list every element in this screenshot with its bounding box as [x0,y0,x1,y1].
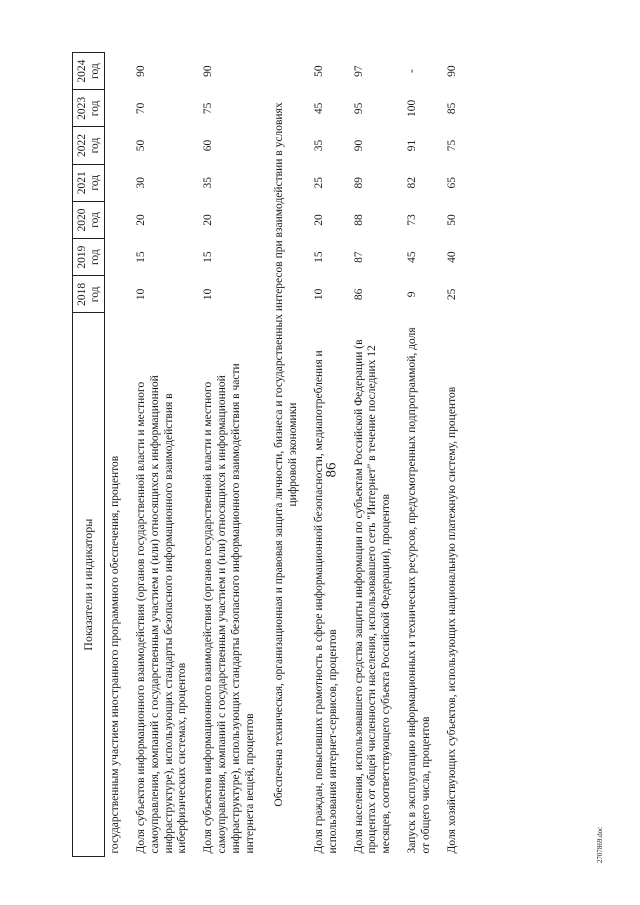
row-value [105,53,131,90]
row-indicator: Запуск в эксплуатацию информационных и технических ресурсов, предусмотренных подпрограммой, доля от общего числа, процентов [406,327,432,854]
row-indicator: Доля субъектов информационного взаимодействия (органов государственной власти и местного самоуправления, компаний с государственным участием и (или) относящихся к информационной инфраструктуре), использующих стандарты безопасного информационного взаимодействия в киберфизических системах, процентов [135,375,189,854]
row-value [105,239,131,276]
row-value: 50 [445,214,458,226]
header-year-2021: 2021 год [73,164,105,201]
section-row [265,53,309,857]
table-row [198,53,265,857]
row-value: 50 [313,65,326,77]
header-year-2024: 2024 год [73,53,105,90]
section-title: Обеспечена техническая, организационная и правовая защита личности, бизнеса и государственных интересов при взаимодействии в условиях цифровой экономики [273,102,300,807]
row-value: 95 [352,102,365,115]
row-value: 35 [202,177,215,189]
row-value [105,127,131,164]
header-year-2022: 2022 год [73,127,105,164]
row-value: 20 [135,214,148,226]
table-row [402,53,442,857]
table-row [442,53,468,857]
row-value: 90 [352,139,365,152]
row-value: 82 [406,177,419,189]
table-header-row [73,53,105,857]
table-row [105,53,131,857]
row-value: 60 [202,139,215,152]
row-value: 65 [445,177,458,189]
row-value: 73 [406,214,419,226]
row-value: 20 [202,214,215,226]
header-year-2023: 2023 год [73,90,105,127]
row-value: 10 [313,288,326,301]
row-value: - [406,69,419,74]
row-value: 50 [135,139,148,152]
table-row [309,53,349,857]
row-value: 9 [406,291,419,298]
row-value: 90 [202,65,215,77]
table-row [349,53,402,857]
row-value: 89 [352,177,365,189]
row-value [105,276,131,313]
row-value: 75 [445,139,458,152]
row-value: 85 [445,102,458,115]
row-value: 91 [406,139,419,152]
header-indicators: Показатели и индикаторы [73,313,105,857]
row-value: 45 [406,251,419,263]
row-value [105,201,131,238]
row-value: 90 [445,65,458,77]
row-indicator: Доля населения, использовавшего средства защиты информации по субъектам Российской Федерации (в процентах от общей численности населения, использовавшего сеть "Интернет" в течение последних 12 месяцев, соответствующего субъекта Российской Федерации), процентов [352,339,393,854]
row-value [105,164,131,201]
row-value: 100 [406,99,419,117]
row-value: 90 [135,65,148,77]
row-value: 70 [135,102,148,115]
row-value: 15 [135,251,148,263]
row-value: 87 [352,251,365,263]
row-value: 88 [352,214,365,226]
page-number: 86 [323,462,340,478]
header-year-2020: 2020 год [73,201,105,238]
row-value: 40 [445,251,458,263]
row-value: 97 [352,65,365,77]
row-value: 20 [313,214,326,226]
table-wrapper [72,52,632,857]
header-year-2019: 2019 год [73,239,105,276]
row-value: 25 [445,288,458,301]
indicators-table [72,52,467,857]
row-value: 25 [313,177,326,189]
row-value: 10 [135,288,148,301]
row-value: 15 [313,251,326,263]
header-year-2018: 2018 год [73,276,105,313]
row-value: 75 [202,102,215,115]
row-indicator: Доля граждан, повысивших грамотность в сфере информационной безопасности, медиапотребления и использования интернет-сервисов, процентов [313,350,339,854]
row-value: 30 [135,177,148,189]
row-indicator: государственным участием иностранного программного обеспечения, процентов [109,455,122,854]
row-indicator: Доля хозяйствующих субъектов, использующих национальную платежную систему, процентов [445,386,458,854]
row-value [105,90,131,127]
table-row [131,53,198,857]
row-value: 35 [313,139,326,152]
row-indicator: Доля субъектов информационного взаимодействия (органов государственной власти и местного самоуправления, компаний с государственным участием и (или) относящихся к информационной инфраструктуре), использующих стандарты безопасного информационного взаимодействия в части интернета вещей, процентов [202,363,256,854]
row-value: 86 [352,288,365,301]
footer-filename: 2707869.doc [596,826,604,864]
row-value: 45 [313,102,326,115]
row-value: 10 [202,288,215,301]
row-value: 15 [202,251,215,263]
